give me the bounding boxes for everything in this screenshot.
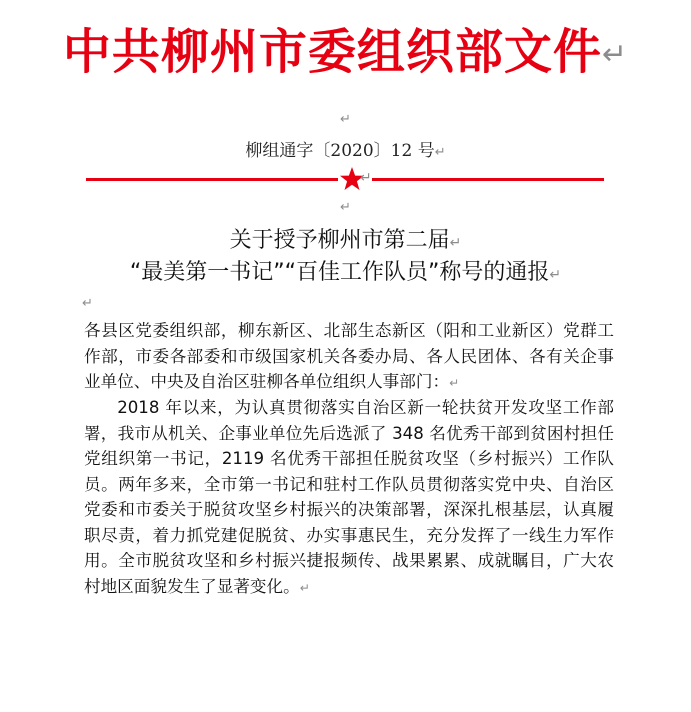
paragraph-mark-icon: ↵ — [449, 376, 460, 390]
notice-title-line-2 — [0, 258, 691, 290]
paragraph-mark-icon: ↵ — [340, 112, 351, 127]
title-line-1-text: 关于授予柳州市第二届 — [229, 228, 450, 253]
doc-number: 柳组通字〔2020〕12 号 — [245, 141, 435, 161]
paragraph-mark-icon: ↵ — [299, 580, 310, 595]
paragraph-mark-icon: ↵ — [340, 200, 351, 215]
notice-title-line-1 — [0, 226, 691, 258]
red-rule-right — [372, 178, 604, 181]
salutation-paragraph — [84, 318, 614, 397]
body-paragraph-1 — [84, 395, 614, 601]
paragraph-mark-icon: ↵ — [434, 145, 446, 160]
doc-number-line — [0, 140, 691, 164]
paragraph-mark-icon: ↵ — [601, 37, 629, 72]
title-line-2-text: “最美第一书记”“百佳工作队员”称号的通报 — [129, 260, 550, 285]
paragraph-1-text: 2018 年以来，为认真贯彻落实自治区新一轮扶贫开发攻坚工作部署，我市从机关、企事业单位先后选派了 348 名优秀干部到贫困村担任党组织第一书记，2119 名优秀干部担任脱贫攻坚（乡村振兴）工作队员。两年多来，全市第一书记和驻村工作队员贯彻落实党中央、自治区党委和市委关于脱贫攻坚乡村振兴的决策部署，深深扎根基层，认真履职尽责，着力抓党建促脱贫、办实事惠民生，充分发挥了一线生力军作用。全市脱贫攻坚和乡村振兴捷报频传、战果累累、成就瞩目，广大农村地区面貌发生了显著变化。 — [84, 398, 614, 596]
salutation-text: 各县区党委组织部，柳东新区、北部生态新区（阳和工业新区）党群工作部，市委各部委和市级国家机关各委办局、各人民团体、各有关企事业单位、中央及自治区驻柳各单位组织人事部门： — [84, 321, 614, 391]
document-header — [0, 22, 691, 85]
paragraph-mark-icon: ↵ — [360, 170, 372, 186]
paragraph-mark-icon: ↵ — [549, 267, 562, 283]
red-rule-left — [86, 178, 338, 181]
paragraph-mark-icon: ↵ — [82, 296, 93, 311]
org-title: 中共柳州市委组织部文件 — [62, 24, 602, 80]
paragraph-mark-icon: ↵ — [449, 235, 462, 251]
